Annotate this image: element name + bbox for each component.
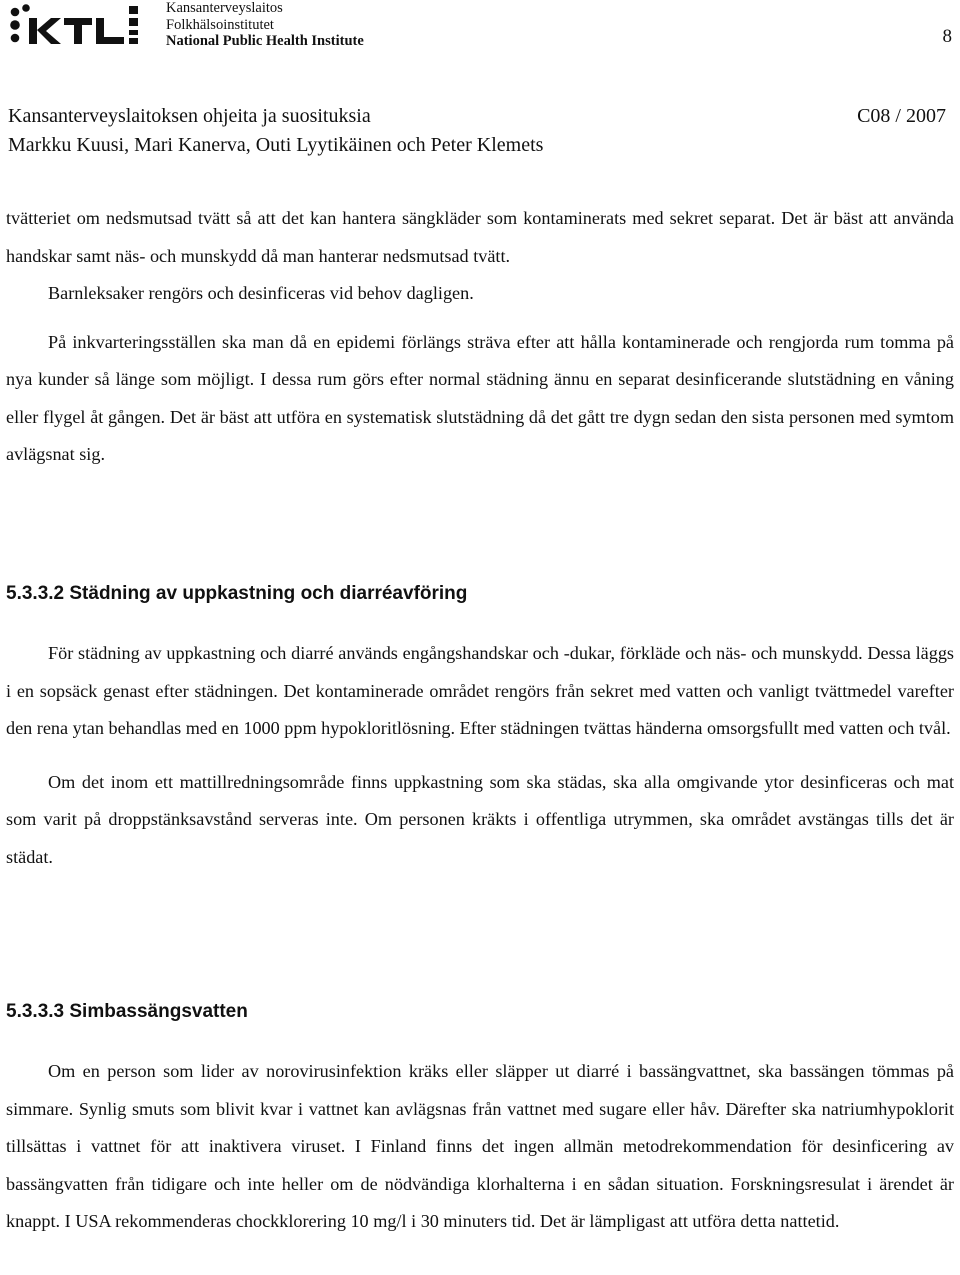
organization-names — [166, 0, 364, 50]
paragraph-pool-disinfection: Om en person som lider av norovirusinfektion kräks eller släpper ut diarré i bassängvattnet, ska bassängen tömmas på simmare. Synlig smuts som blivit kvar i vattnet kan avlägsnas från vattnet med sugare eller håv. Därefter ska natriumhypoklorit tillsättas i vattnet för att inaktivera viruset. I Finland finns det ingen allmän metodrekommendation för desinficering av bassängvatten från tidigare och inte heller om de nödvändiga klorhalterna i en sådan situation. Forskningsresulat i ärendet är knappt. I USA rekommenderas chockklorering 10 mg/l i 30 minuters tid. Det är lämpligast att utföra detta nattetid. — [6, 1061, 954, 1231]
paragraph-food-area: Om det inom ett mattillredningsområde finns uppkastning som ska städas, ska alla omgivande ytor desinficeras och mat som varit på droppstänksavstånd serveras inte. Om personen kräkts i offentliga utrymmen, ska området avstängas tills det är städat. — [6, 771, 954, 867]
text-block-pool-water — [6, 1053, 954, 1241]
ktl-logo — [8, 2, 158, 46]
paragraph-accommodation: På inkvarteringsställen ska man då en epidemi förlängs sträva efter att hålla kontaminerade och rengjorda rum tomma på nya kunder så länge som möjligt. I dessa rum görs efter normal städning ännu en separat desinficerande slutstädning en våning eller flygel åt gången. Det är bäst att utföra en systematisk slutstädning då det gått tre dygn sedan den sista personen med symtom avlägsnat sig. — [6, 331, 954, 464]
paragraph-laundry: tvätteriet om nedsmutsad tvätt så att det kan hantera sängkläder som kontaminerats med sekret separat. Det är bäst att använda handskar samt näs- och munskydd då man hanterar nedsmutsad tvätt. — [6, 208, 954, 266]
org-name-english: National Public Health Institute — [166, 33, 364, 49]
page-number: 8 — [942, 26, 952, 47]
authors-line: Markku Kuusi, Mari Kanerva, Outi Lyytikäinen och Peter Klemets — [8, 134, 544, 156]
section-heading-vomit-cleaning: 5.3.3.2 Städning av uppkastning och diarréavföring — [6, 583, 468, 604]
section-heading-pool-water: 5.3.3.3 Simbassängsvatten — [6, 1001, 248, 1022]
publication-code: C08 / 2007 — [857, 105, 946, 127]
series-line — [8, 104, 946, 128]
text-block-vomit-cleaning — [6, 635, 954, 876]
paragraph-toys: Barnleksaker rengörs och desinficeras vid behov dagligen. — [48, 283, 474, 303]
series-title: Kansanterveyslaitoksen ohjeita ja suosituksia — [8, 105, 371, 127]
text-block-intro — [6, 200, 954, 474]
org-name-finnish: Kansanterveyslaitos — [166, 0, 283, 16]
org-name-swedish: Folkhälsoinstitutet — [166, 16, 274, 33]
paragraph-cleaning-procedure: För städning av uppkastning och diarré används engångshandskar och -dukar, förkläde och näs- och munskydd. Dessa läggs i en sopsäck genast efter städningen. Det kontaminerade området rengörs från sekret med vatten och vanligt tvättmedel varefter den rena ytan behandlas med en 1000 ppm hypokloritlösning. Efter städningen tvättas händerna omsorgsfullt med vatten och tvål. — [6, 643, 954, 738]
